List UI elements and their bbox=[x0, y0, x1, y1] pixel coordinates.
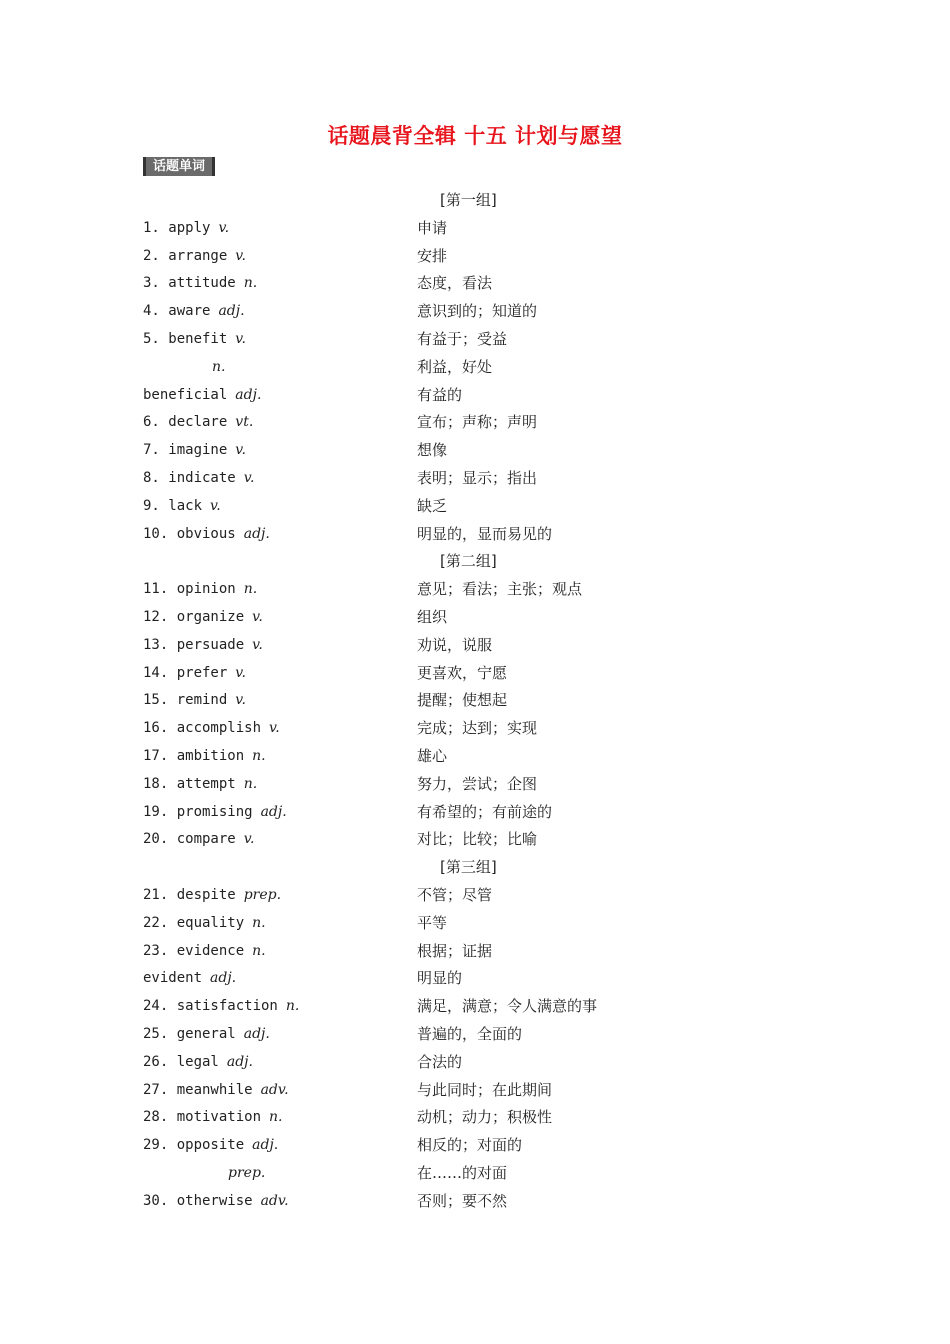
vocab-row bbox=[0, 521, 950, 549]
vocab-row bbox=[0, 882, 950, 910]
group-header bbox=[0, 548, 950, 576]
vocab-row bbox=[0, 1132, 950, 1160]
page-title: 话题晨背全辑 十五 计划与愿望 bbox=[327, 124, 623, 148]
vocab-word: 30. otherwise adv. bbox=[143, 1192, 289, 1209]
vocab-meaning: 表明；显示；指出 bbox=[417, 468, 538, 487]
vocab-row bbox=[0, 1021, 950, 1049]
part-of-speech: adj. bbox=[243, 525, 270, 542]
vocab-meaning: 劝说，说服 bbox=[417, 635, 493, 654]
vocab-word: 18. attempt n. bbox=[143, 775, 258, 792]
vocab-row bbox=[0, 270, 950, 298]
vocab-word: 26. legal adj. bbox=[143, 1053, 253, 1070]
part-of-speech: adv. bbox=[260, 1081, 289, 1098]
vocab-row bbox=[0, 382, 950, 410]
group-header bbox=[0, 187, 950, 215]
vocab-meaning: 在……的对面 bbox=[417, 1163, 508, 1182]
vocab-meaning: 动机；动力；积极性 bbox=[417, 1108, 553, 1127]
part-of-speech: v. bbox=[235, 664, 246, 681]
part-of-speech: n. bbox=[243, 581, 258, 598]
vocab-row bbox=[0, 799, 950, 827]
part-of-speech: n. bbox=[252, 914, 266, 931]
part-of-speech: adj. bbox=[218, 303, 245, 320]
vocab-word: 5. benefit v. bbox=[143, 330, 246, 347]
part-of-speech: adj. bbox=[226, 1053, 253, 1070]
vocab-row bbox=[0, 771, 950, 799]
part-of-speech: prep. bbox=[228, 1164, 266, 1181]
vocab-meaning: 利益，好处 bbox=[417, 357, 493, 376]
vocab-word: 1. apply v. bbox=[143, 219, 230, 236]
part-of-speech: adj. bbox=[243, 1025, 270, 1042]
vocab-meaning: 与此同时；在此期间 bbox=[417, 1080, 553, 1099]
group-label: [第一组] bbox=[440, 191, 497, 209]
part-of-speech: adj. bbox=[235, 386, 262, 403]
vocab-meaning: 提醒；使想起 bbox=[417, 691, 508, 710]
vocab-meaning: 平等 bbox=[417, 913, 448, 932]
part-of-speech: v. bbox=[252, 608, 263, 625]
vocab-row bbox=[0, 604, 950, 632]
section-badge: 话题单词 bbox=[143, 157, 215, 176]
vocab-row bbox=[0, 1188, 950, 1216]
vocab-meaning: 明显的 bbox=[417, 969, 463, 988]
vocab-word: beneficial adj. bbox=[143, 386, 262, 403]
part-of-speech: v. bbox=[235, 442, 246, 459]
vocab-meaning: 努力，尝试；企图 bbox=[417, 774, 538, 793]
vocab-row bbox=[0, 243, 950, 271]
vocab-word: 7. imagine v. bbox=[143, 442, 246, 459]
vocab-word: 6. declare vt. bbox=[143, 414, 254, 431]
part-of-speech: v. bbox=[218, 219, 230, 236]
vocab-meaning: 根据；证据 bbox=[417, 941, 493, 960]
vocab-word: 2. arrange v. bbox=[143, 247, 246, 264]
vocab-meaning: 完成；达到；实现 bbox=[417, 719, 538, 738]
vocab-word: 12. organize v. bbox=[143, 608, 263, 625]
vocab-meaning: 对比；比较；比喻 bbox=[417, 830, 538, 849]
part-of-speech: n. bbox=[243, 275, 258, 292]
vocab-meaning: 相反的；对面的 bbox=[417, 1136, 523, 1155]
vocab-word: 21. despite prep. bbox=[143, 886, 282, 903]
part-of-speech: adj. bbox=[260, 803, 287, 820]
group-header bbox=[0, 854, 950, 882]
vocab-row bbox=[0, 965, 950, 993]
vocab-word: 19. promising adj. bbox=[143, 803, 287, 820]
vocab-meaning: 申请 bbox=[417, 218, 448, 237]
vocab-meaning: 意见；看法；主张；观点 bbox=[417, 580, 583, 599]
vocab-meaning: 更喜欢，宁愿 bbox=[417, 663, 508, 682]
vocab-row bbox=[0, 465, 950, 493]
vocab-meaning: 组织 bbox=[417, 607, 448, 626]
part-of-speech: v. bbox=[243, 469, 255, 486]
vocab-word: 11. opinion n. bbox=[143, 581, 258, 598]
vocab-row bbox=[0, 493, 950, 521]
vocab-row bbox=[0, 576, 950, 604]
part-of-speech: n. bbox=[285, 998, 300, 1015]
part-of-speech: v. bbox=[269, 720, 280, 737]
vocab-row bbox=[0, 437, 950, 465]
part-of-speech: v. bbox=[235, 692, 246, 709]
part-of-speech: prep. bbox=[243, 886, 282, 903]
vocab-row bbox=[0, 1049, 950, 1077]
vocab-word: 16. accomplish v. bbox=[143, 720, 280, 737]
vocab-row bbox=[0, 215, 950, 243]
vocab-row bbox=[0, 993, 950, 1021]
vocab-row bbox=[0, 298, 950, 326]
vocab-meaning: 有希望的；有前途的 bbox=[417, 802, 553, 821]
vocab-word: 14. prefer v. bbox=[143, 664, 246, 681]
vocab-meaning: 意识到的；知道的 bbox=[417, 302, 538, 321]
vocab-meaning: 有益于；受益 bbox=[417, 329, 508, 348]
part-of-speech: n. bbox=[269, 1109, 283, 1126]
vocab-word: 22. equality n. bbox=[143, 914, 266, 931]
vocab-word: 25. general adj. bbox=[143, 1025, 270, 1042]
vocab-meaning: 满足，满意；令人满意的事 bbox=[417, 997, 598, 1016]
part-of-speech: n. bbox=[252, 747, 266, 764]
vocab-row bbox=[0, 354, 950, 382]
vocab-meaning: 明显的，显而易见的 bbox=[417, 524, 553, 543]
vocabulary-list bbox=[0, 187, 950, 1215]
vocab-row bbox=[0, 1104, 950, 1132]
vocab-row bbox=[0, 715, 950, 743]
vocab-meaning: 安排 bbox=[417, 246, 448, 265]
vocab-word: 13. persuade v. bbox=[143, 636, 263, 653]
vocab-word: 9. lack v. bbox=[143, 497, 221, 514]
vocab-word: 20. compare v. bbox=[143, 831, 255, 848]
vocab-word: 27. meanwhile adv. bbox=[143, 1081, 289, 1098]
group-label: [第二组] bbox=[440, 552, 497, 571]
vocab-row bbox=[0, 743, 950, 771]
part-of-speech: vt. bbox=[235, 414, 254, 431]
vocab-word bbox=[212, 354, 225, 382]
part-of-speech: v. bbox=[235, 247, 246, 264]
part-of-speech: v. bbox=[210, 497, 221, 514]
part-of-speech: adj. bbox=[210, 970, 237, 987]
vocab-row bbox=[0, 326, 950, 354]
vocab-row bbox=[0, 1077, 950, 1105]
vocab-row bbox=[0, 910, 950, 938]
part-of-speech: v. bbox=[243, 831, 255, 848]
vocab-meaning: 缺乏 bbox=[417, 496, 448, 515]
vocab-row bbox=[0, 687, 950, 715]
part-of-speech: adv. bbox=[260, 1192, 289, 1209]
vocab-meaning: 有益的 bbox=[417, 385, 463, 404]
part-of-speech: n. bbox=[252, 942, 266, 959]
vocab-word: 15. remind v. bbox=[143, 692, 246, 709]
vocab-word: 3. attitude n. bbox=[143, 275, 258, 292]
vocab-word: 10. obvious adj. bbox=[143, 525, 270, 542]
vocab-row bbox=[0, 1160, 950, 1188]
vocab-word: 17. ambition n. bbox=[143, 747, 266, 764]
vocab-word: evident adj. bbox=[143, 970, 237, 987]
vocab-row bbox=[0, 409, 950, 437]
vocab-meaning: 否则；要不然 bbox=[417, 1191, 508, 1210]
vocab-meaning: 不管；尽管 bbox=[417, 885, 493, 904]
part-of-speech: n. bbox=[243, 775, 258, 792]
vocab-meaning: 雄心 bbox=[417, 746, 448, 765]
part-of-speech: v. bbox=[252, 636, 263, 653]
vocab-row bbox=[0, 660, 950, 688]
vocab-word: 23. evidence n. bbox=[143, 942, 266, 959]
part-of-speech: adj. bbox=[252, 1137, 279, 1154]
vocab-meaning: 想像 bbox=[417, 441, 448, 460]
vocab-row bbox=[0, 632, 950, 660]
group-label: [第三组] bbox=[440, 858, 497, 877]
vocab-word: 29. opposite adj. bbox=[143, 1137, 279, 1154]
vocab-meaning: 态度，看法 bbox=[417, 274, 493, 293]
vocab-word: 4. aware adj. bbox=[143, 303, 245, 320]
part-of-speech: n. bbox=[212, 358, 226, 375]
vocab-word: 8. indicate v. bbox=[143, 469, 255, 486]
vocab-row bbox=[0, 826, 950, 854]
vocab-meaning: 宣布；声称；声明 bbox=[417, 413, 538, 432]
vocab-row bbox=[0, 938, 950, 966]
vocab-word: 28. motivation n. bbox=[143, 1109, 283, 1126]
vocab-meaning: 普遍的，全面的 bbox=[417, 1024, 523, 1043]
vocab-word bbox=[228, 1160, 265, 1188]
vocab-word: 24. satisfaction n. bbox=[143, 998, 300, 1015]
vocab-meaning: 合法的 bbox=[417, 1052, 463, 1071]
part-of-speech: v. bbox=[235, 330, 246, 347]
